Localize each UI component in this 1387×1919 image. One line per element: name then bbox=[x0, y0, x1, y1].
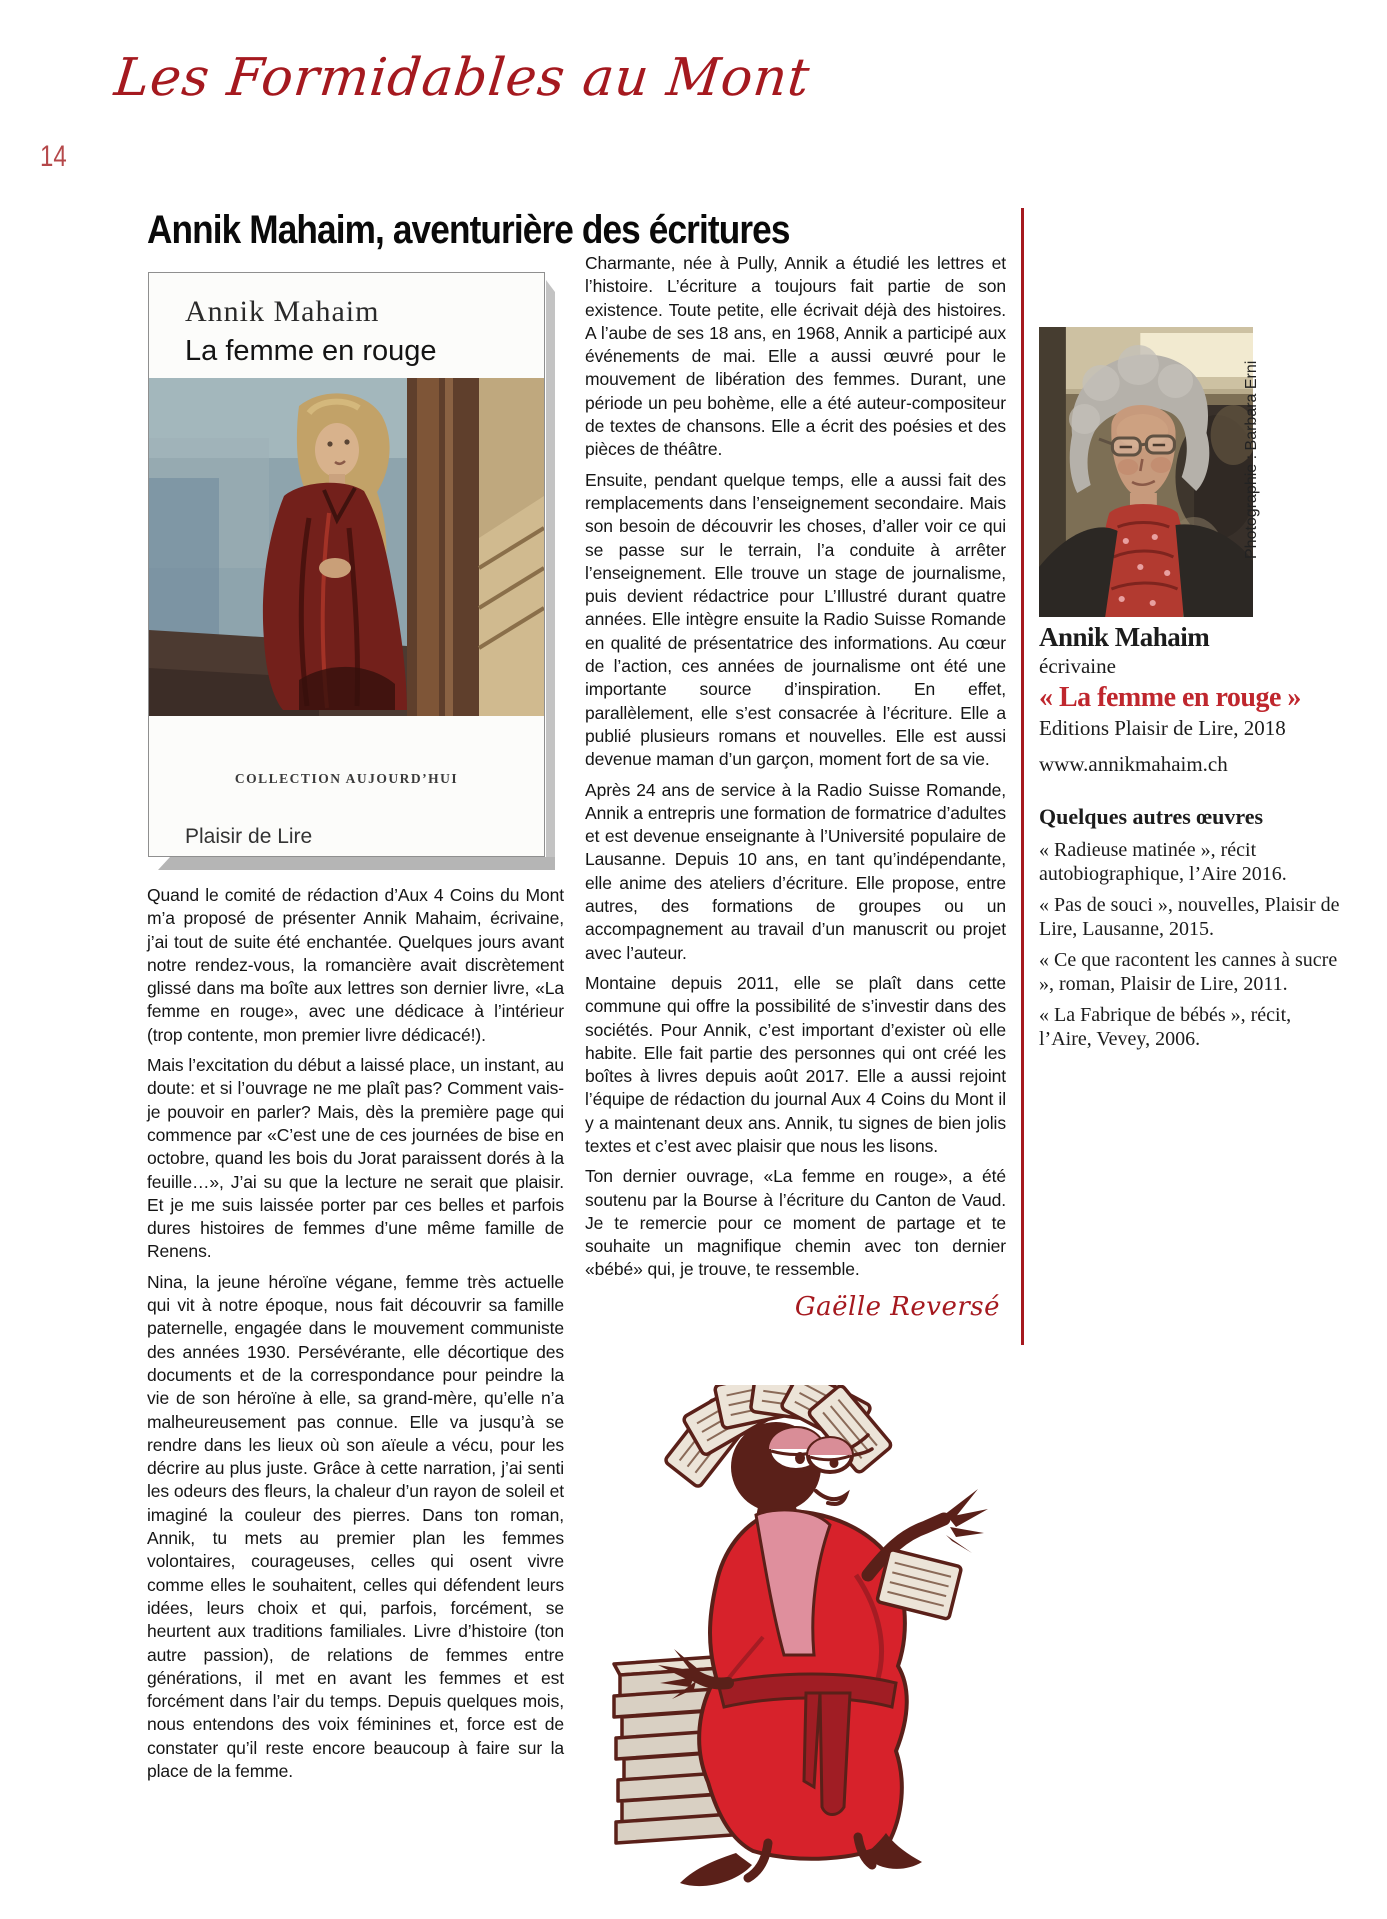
left-column bbox=[147, 884, 564, 1790]
left-paragraph-2: Mais l’excitation du début a laissé place, un instant, au doute: et si l’ouvrage ne me plaît pas? Comment vais-je pouvoir en parler? Mais, dès la première page qui commence par «C’est une de ces journées de bise en octobre, quand les bois du Jorat paraissent dorés à la feuille…», J’ai su que la lecture ne serait que plaisir. Et je me suis laissée porter par ces belles et parfois dures histoires de femmes d’une même famille de Renens. bbox=[147, 1055, 564, 1262]
book-cover-painting bbox=[149, 378, 544, 716]
book-cover bbox=[148, 272, 545, 857]
book-cover-publisher: Plaisir de Lire bbox=[185, 825, 313, 848]
middle-column bbox=[585, 252, 1006, 1322]
other-work-item: « Radieuse matinée », récit autobiographique, l’Aire 2016. bbox=[1039, 839, 1287, 885]
other-work-item: « Ce que racontent les cannes à sucre », roman, Plaisir de Lire, 2011. bbox=[1039, 949, 1338, 995]
sidebar-website: www.annikmahaim.ch bbox=[1039, 752, 1228, 776]
sidebar-author-name: Annik Mahaim bbox=[1039, 622, 1210, 652]
sidebar-other-works-list bbox=[1039, 838, 1347, 1058]
other-work-item: « La Fabrique de bébés », récit, l’Aire, Vevey, 2006. bbox=[1039, 1004, 1292, 1050]
mascot-illustration bbox=[558, 1385, 1040, 1917]
middle-paragraph-3: Après 24 ans de service à la Radio Suisse Romande, Annik a entrepris une formation de formatrice d’adultes et est devenue enseignante à l’Université populaire de Lausanne. Depuis 10 ans, en tant qu’indépendante, elle anime des ateliers d’écriture. Elle propose, entre autres, des formations de groupes ou un accompagnement au travail d’un manuscrit ou projet avec l’auteur. bbox=[585, 779, 1006, 963]
sidebar-book-publisher: Editions Plaisir de Lire, 2018 bbox=[1039, 716, 1286, 740]
middle-paragraph-1: Charmante, née à Pully, Annik a étudié les lettres et l’histoire. L’écriture a toujours fait partie de son existence. Toute petite, elle écrivait déjà des histoires. A l’aube de ses 18 ans, en 1968, Annik a participé aux événements de mai. Elle a aussi œuvré pour le mouvement de libération des femmes. Durant, une période un peu bohème, elle a été auteur-compositeur de textes de chansons. Elle a écrit des poésies et des pièces de théâtre. bbox=[585, 253, 1006, 460]
sidebar-author-role: écrivaine bbox=[1039, 654, 1116, 678]
book-cover-title: La femme en rouge bbox=[185, 335, 437, 367]
article-title: Annik Mahaim, aventurière des écritures bbox=[147, 208, 790, 252]
portrait-photo bbox=[1039, 327, 1253, 617]
other-work-item: « Pas de souci », nouvelles, Plaisir de Lire, Lausanne, 2015. bbox=[1039, 894, 1340, 940]
book-cover-author: Annik Mahaim bbox=[185, 295, 380, 328]
left-paragraph-3: Nina, la jeune héroïne végane, femme très actuelle qui vit à notre époque, nous fait découvrir sa famille paternelle, engagée dans le mouvement communiste des années 1930. Persévérante, elle décortique des documents et de la correspondance pour peindre la vie de son héroïne à elle, sa grand-mère, qu’elle n’a malheureusement pas connue. Elle va jusqu’à se rendre dans les lieux où son aïeule a vécu, pour les décrire au plus juste. Grâce à cette narration, j’ai senti les odeurs des fleurs, la chaleur d’un rayon de soleil et imaginé la couleur des pierres. Dans ton roman, Annik, tu mets au premier plan les femmes volontaires, courageuses, celles qui osent vivre comme elles le souhaitent, celles qui défendent leurs idées, leurs choix et qui, parfois, forcément, se heurtent aux traditions familiales. Livre d’histoire (ton autre passion), de relations de femmes entre générations, il met en avant les femmes et est forcément dans l’air du temps. Depuis quelques mois, nous entendons des voix féminines et, force est de constater qu’il reste encore beaucoup à faire sur la place de la femme. bbox=[147, 1271, 564, 1781]
photo-credit bbox=[1243, 327, 1281, 559]
sidebar-book-title: « La femme en rouge » bbox=[1039, 682, 1301, 713]
section-header: Les Formidables au Mont bbox=[111, 48, 814, 108]
column-divider-rule bbox=[1021, 208, 1024, 1345]
book-cover-shadow-right bbox=[546, 280, 555, 870]
middle-paragraph-5: Ton dernier ouvrage, «La femme en rouge», a été soutenu par la Bourse à l’écriture du Canton de Vaud. Je te remercie pour ce moment de partage et te souhaite un magnifique chemin avec ton dernier «bébé» qui, je trouve, te ressemble. bbox=[585, 1166, 1006, 1280]
page-number: 14 bbox=[40, 140, 67, 173]
middle-paragraph-2: Ensuite, pendant quelque temps, elle a aussi fait des remplacements dans l’enseignement secondaire. Mais son besoin de découvrir les choses, d’aller voir ce qui se passe sur le terrain, l’a conduite à arrêter l’enseignement. Elle trouve un stage de journalisme, puis devient rédactrice pour L’Illustré durant quatre années. Elle intègre ensuite la Radio Suisse Romande en qualité de présentatrice des informations. Au cœur de l’action, ces années de journalisme ont été une importante source d’inspiration. En effet, parallèlement, elle s’est consacrée à l’écriture. Elle a publié plusieurs romans et nouvelles. Elle est aussi devenue maman d’un garçon, moment fort de sa vie. bbox=[585, 469, 1006, 770]
middle-paragraph-4: Montaine depuis 2011, elle se plaît dans cette commune qui offre la possibilité de s’investir dans des sociétés. Pour Annik, c’est important d’exister où elle habite. Elle fait partie des personnes qui ont créé les boîtes à livres depuis août 2017. Elle a aussi rejoint l’équipe de rédaction du journal Aux 4 Coins du Mont il y a maintenant deux ans. Annik, tu signes de bien jolis textes et c’est avec plaisir que nous les lisons. bbox=[585, 972, 1006, 1156]
author-signature: Gaëlle Reversé bbox=[794, 1291, 1000, 1322]
photo-credit-text: Photographie : Barbara Erni bbox=[1243, 360, 1260, 559]
sidebar-other-works-heading: Quelques autres œuvres bbox=[1039, 804, 1264, 829]
book-cover-collection: COLLECTION AUJOURD’HUI bbox=[234, 771, 459, 786]
left-paragraph-1: Quand le comité de rédaction d’Aux 4 Coins du Mont m’a proposé de présenter Annik Mahaim, écrivaine, j’ai tout de suite été enchantée. Quelques jours avant notre rendez-vous, la romancière avait discrètement glissé dans ma boîte aux lettres son dernier livre, «La femme en rouge», avec une dédicace à l’intérieur (trop contente, mon premier livre dédicacé!). bbox=[147, 885, 564, 1045]
book-cover-shadow-bottom bbox=[158, 857, 555, 870]
